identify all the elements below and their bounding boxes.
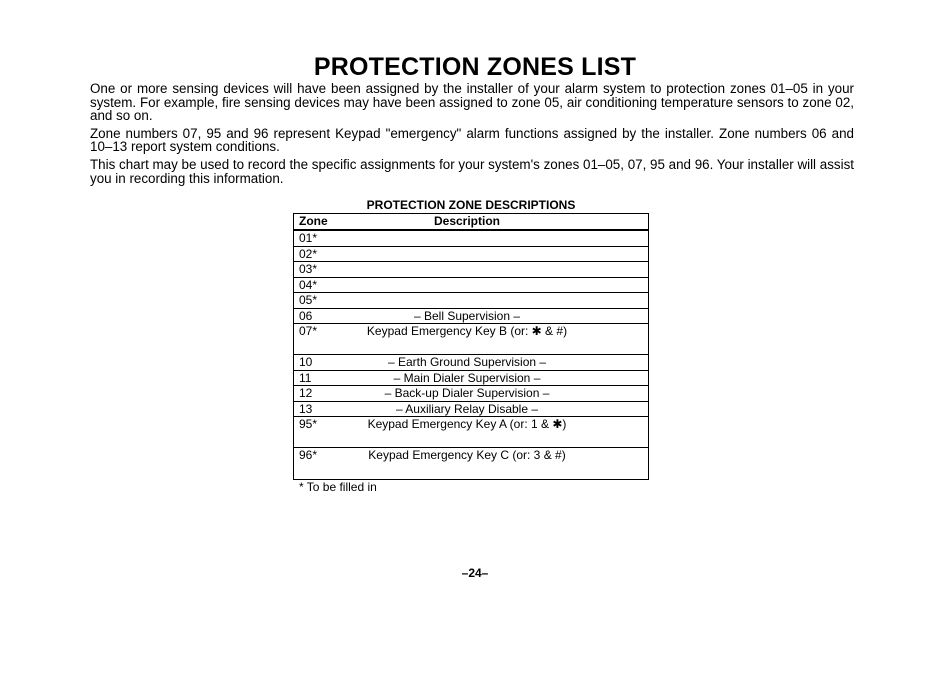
table-row: [294, 386, 648, 402]
zone-number: 11: [299, 370, 312, 385]
intro-text: [90, 82, 854, 189]
zone-number: 05*: [299, 293, 318, 307]
zone-description: – Bell Supervision –: [413, 308, 521, 323]
zone-description: Keypad Emergency Key C (or: 3 & #): [368, 448, 566, 462]
zone-number: 13: [299, 401, 313, 416]
paragraph-emergency-zones: Zone numbers 07, 95 and 96 represent Keypad "emergency" alarm functions assigned by the installer. Zone numbers 06 and 10–13 report system conditions.: [90, 125, 854, 155]
table-header-row: [294, 214, 648, 231]
page-number: –24–: [461, 566, 489, 580]
zone-number: 02*: [299, 246, 318, 261]
table-row: [294, 231, 648, 247]
page-title: PROTECTION ZONES LIST: [313, 53, 637, 81]
zone-description: [354, 262, 580, 277]
zone-description: [354, 278, 580, 293]
zone-description: – Auxiliary Relay Disable –: [395, 401, 539, 416]
zone-description: [354, 231, 580, 246]
table-row: [294, 262, 648, 278]
table-row: [294, 355, 648, 371]
zone-number: 10: [299, 355, 313, 369]
table-row: [294, 448, 648, 479]
table-row: [294, 324, 648, 355]
zone-description: – Main Dialer Supervision –: [393, 370, 541, 385]
zone-number: 01*: [299, 231, 318, 245]
zone-number: 96*: [299, 448, 318, 462]
paragraph-chart-usage: This chart may be used to record the specific assignments for your system's zones 01–05, 07, 95 and 96. Your installer will assist you in recording this information.: [90, 156, 854, 186]
description-column-header: Description: [433, 214, 500, 228]
zone-number: 12: [299, 386, 313, 400]
zone-number: 95*: [299, 417, 318, 431]
table-title: PROTECTION ZONE DESCRIPTIONS: [366, 198, 576, 212]
table-row: [294, 309, 648, 325]
table-row: [294, 278, 648, 294]
footnote: * To be filled in: [299, 480, 377, 494]
table-row: [294, 293, 648, 309]
table-row: [294, 417, 648, 448]
zone-description: – Back-up Dialer Supervision –: [384, 386, 550, 400]
zone-description: [354, 293, 580, 308]
zone-description: – Earth Ground Supervision –: [387, 355, 547, 369]
zone-number: 04*: [299, 277, 318, 292]
table-row: [294, 371, 648, 387]
zone-column-header: Zone: [299, 214, 328, 228]
zone-description: Keypad Emergency Key A (or: 1 & ✱): [367, 417, 567, 431]
table-row: [294, 402, 648, 418]
paragraph-zones-assignment: One or more sensing devices will have been assigned by the installer of your alarm system to protection zones 01–05 in your system. For example, fire sensing devices may have been assigned to zone 05, air conditioning temperature sensors to zone 02, and so on.: [90, 81, 854, 124]
table-row: [294, 247, 648, 263]
zone-description: Keypad Emergency Key B (or: ✱ & #): [366, 324, 568, 338]
zone-number: 07*: [299, 324, 318, 338]
zone-table: [293, 213, 649, 480]
zone-number: 03*: [299, 262, 318, 276]
zone-number: 06: [299, 308, 313, 323]
zone-description: [354, 247, 580, 262]
